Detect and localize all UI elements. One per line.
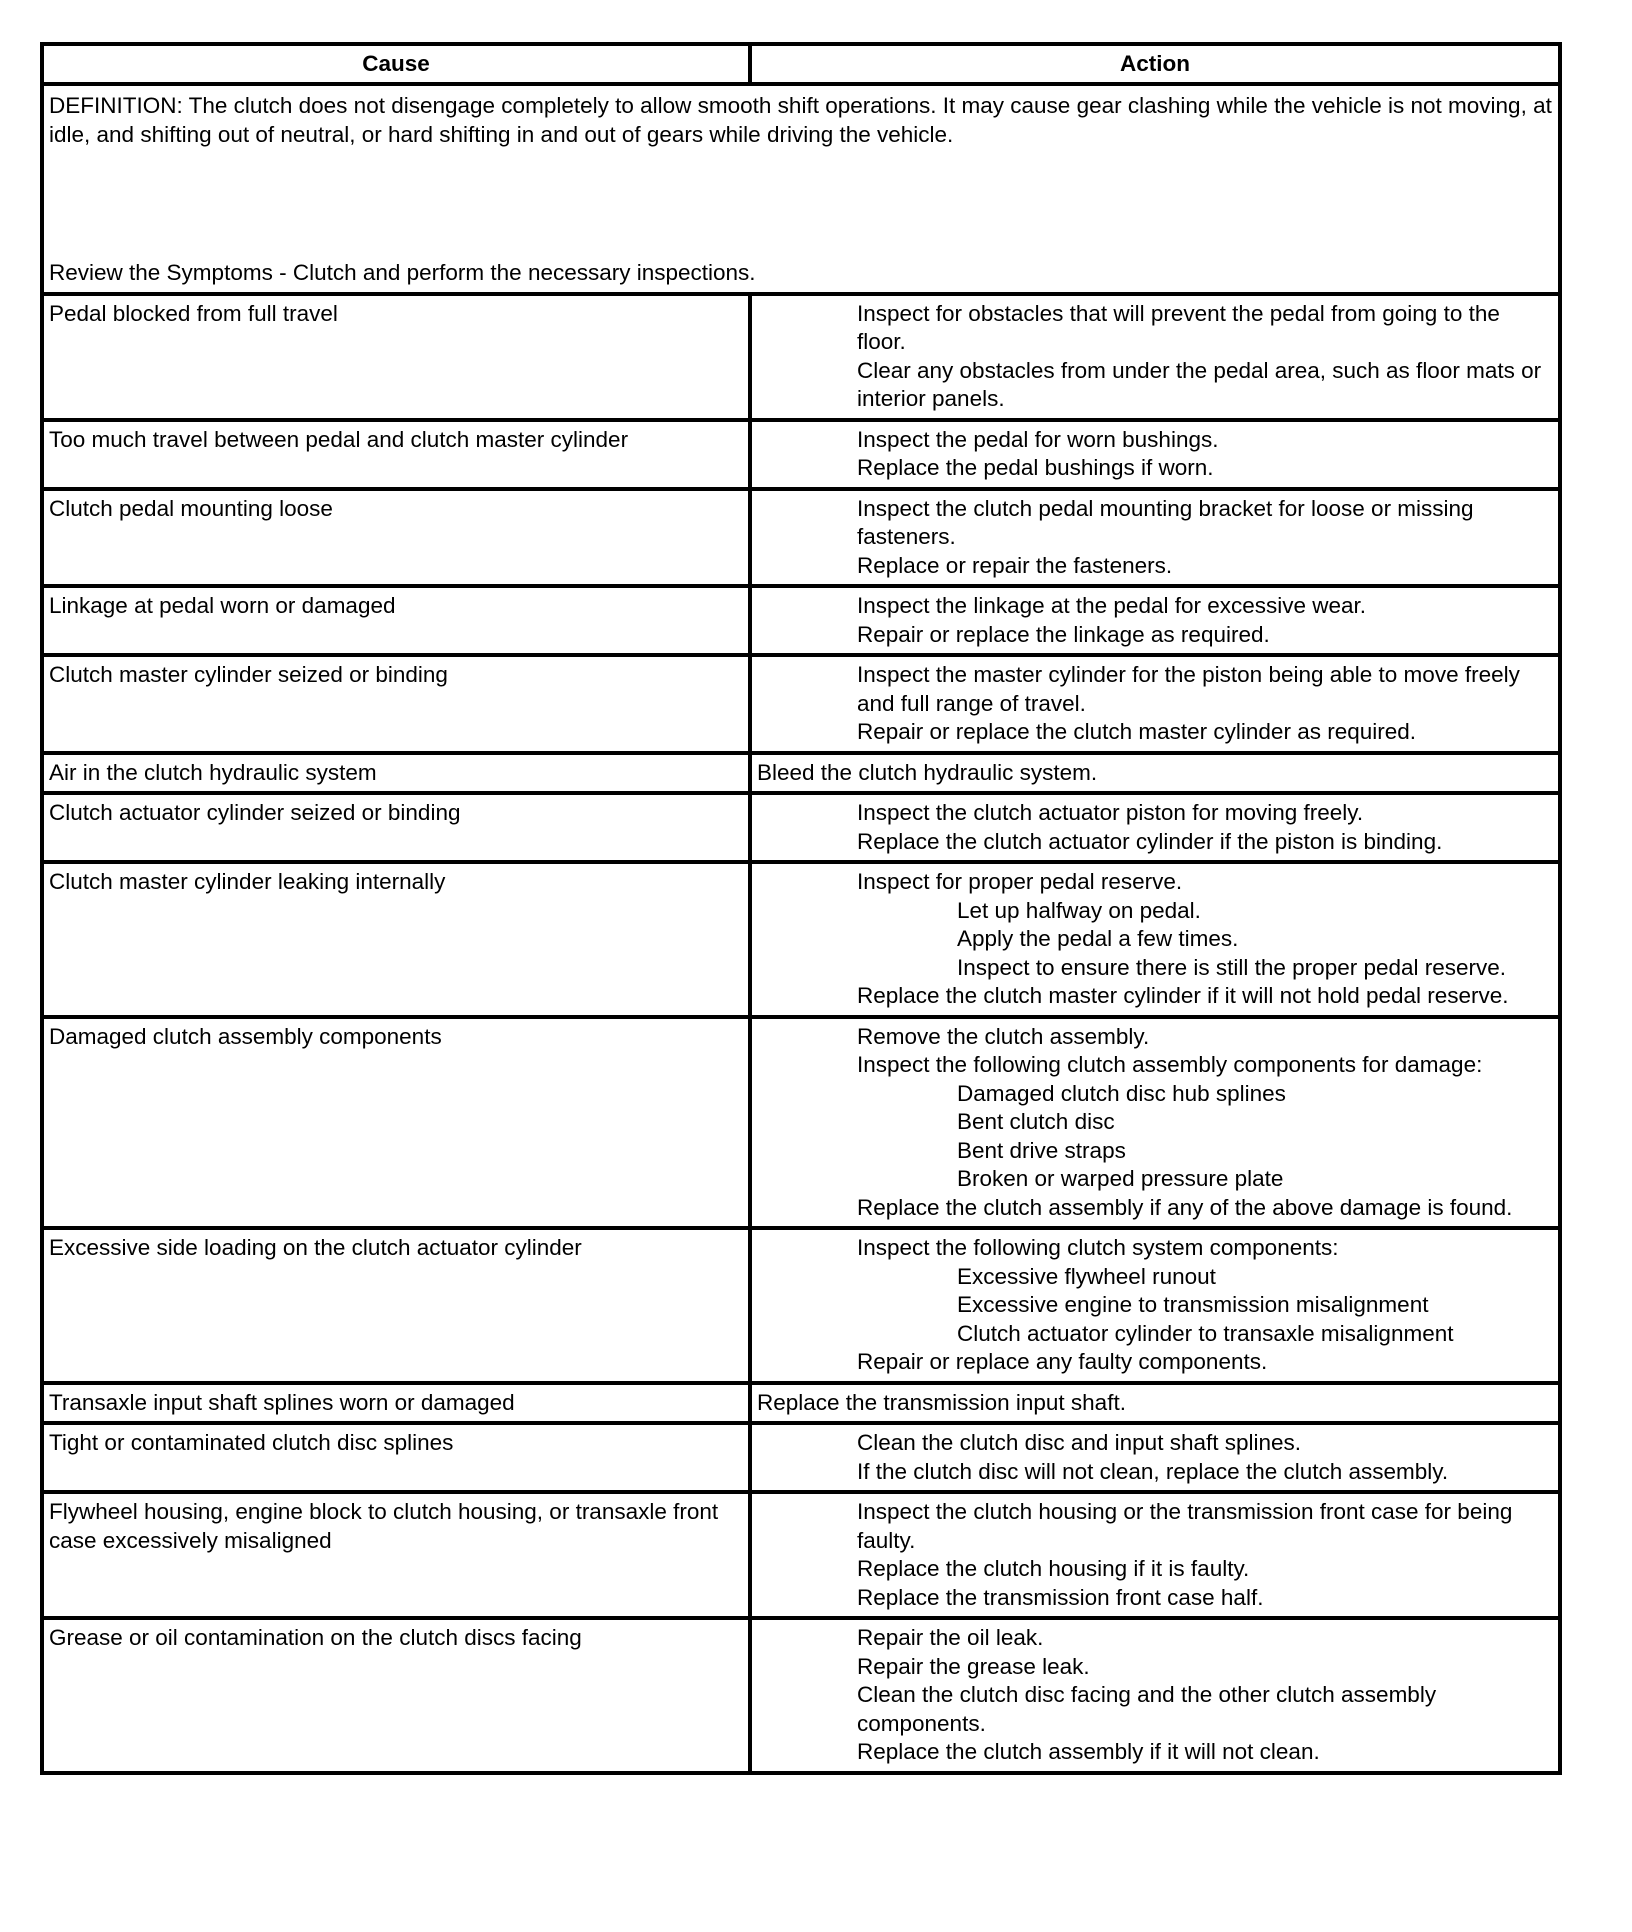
table-row [42, 793, 1560, 862]
cause-cell: Clutch master cylinder seized or binding [42, 655, 750, 753]
action-cell [750, 793, 1560, 862]
action-subitem: Damaged clutch disc hub splines [957, 1080, 1286, 1106]
table-row [42, 489, 1560, 587]
cause-header: Cause [42, 44, 750, 84]
table-row [42, 1017, 1560, 1229]
cause-cell: Grease or oil contamination on the clutch discs facing [42, 1618, 750, 1773]
action-step: Inspect the following clutch assembly components for damage: [857, 1052, 1483, 1077]
cause-cell: Clutch master cylinder leaking internally [42, 862, 750, 1017]
table-body [42, 84, 1560, 1773]
cause-cell: Clutch pedal mounting loose [42, 489, 750, 587]
action-step: Clear any obstacles from under the pedal area, such as floor mats or interior panels. [857, 357, 1542, 411]
cause-cell: Excessive side loading on the clutch actuator cylinder [42, 1228, 750, 1383]
definition-row [42, 84, 1560, 294]
action-step: Repair the oil leak. [857, 1625, 1044, 1650]
action-cell [750, 294, 1560, 420]
action-step: Remove the clutch assembly. [857, 1023, 1150, 1049]
table-row [42, 753, 1560, 794]
action-step: Replace the clutch assembly if it will not clean. [857, 1739, 1320, 1764]
action-step: If the clutch disc will not clean, replace the clutch assembly. [857, 1458, 1449, 1484]
action-step: Inspect the clutch actuator piston for moving freely. [857, 800, 1364, 825]
action-step: Replace the clutch actuator cylinder if the piston is binding. [857, 828, 1443, 854]
action-step: Replace or repair the fasteners. [857, 552, 1173, 578]
action-subitem: Let up halfway on pedal. [957, 897, 1201, 923]
action-cell [750, 862, 1560, 1017]
action-subitem: Broken or warped pressure plate [957, 1166, 1284, 1191]
cause-cell: Too much travel between pedal and clutch master cylinder [42, 420, 750, 489]
action-step: Repair or replace the linkage as required. [857, 621, 1270, 647]
action-step: Inspect the master cylinder for the piston being able to move freely and full range of travel. [857, 662, 1520, 716]
cause-cell: Pedal blocked from full travel [42, 294, 750, 420]
table-row [42, 1423, 1560, 1492]
action-step: Replace the transmission input shaft. [757, 1389, 1126, 1415]
cause-cell: Linkage at pedal worn or damaged [42, 586, 750, 655]
table-row [42, 586, 1560, 655]
action-cell [750, 420, 1560, 489]
action-step: Repair the grease leak. [857, 1653, 1090, 1679]
action-subitem: Bent drive straps [957, 1137, 1126, 1163]
cause-cell: Air in the clutch hydraulic system [42, 753, 750, 794]
action-cell [750, 489, 1560, 587]
action-step: Replace the pedal bushings if worn. [857, 455, 1214, 480]
table-row [42, 294, 1560, 420]
cause-cell: Transaxle input shaft splines worn or damaged [42, 1383, 750, 1424]
action-cell [750, 655, 1560, 753]
action-step: Replace the clutch master cylinder if it will not hold pedal reserve. [857, 983, 1509, 1008]
action-step: Repair or replace the clutch master cylinder as required. [857, 719, 1417, 744]
action-step: Replace the clutch assembly if any of the above damage is found. [857, 1194, 1513, 1220]
action-cell [750, 1618, 1560, 1773]
table-row [42, 862, 1560, 1017]
action-subitem: Excessive engine to transmission misalignment [957, 1292, 1429, 1317]
cause-cell: Clutch actuator cylinder seized or binding [42, 793, 750, 862]
action-step: Replace the transmission front case half. [857, 1584, 1264, 1610]
table-row [42, 1228, 1560, 1383]
action-subitem: Apply the pedal a few times. [957, 926, 1239, 951]
definition-text: DEFINITION: The clutch does not disengage completely to allow smooth shift operations. It may cause gear clashing while the vehicle is not moving, at idle, and shifting out of neutral, or hard shifting in and out of gears while driving the vehicle. [49, 93, 1552, 147]
table-row [42, 655, 1560, 753]
action-step: Inspect for proper pedal reserve. [857, 869, 1183, 894]
action-step: Inspect the linkage at the pedal for excessive wear. [857, 593, 1367, 618]
diagnostic-table [40, 42, 1562, 1775]
action-step: Clean the clutch disc facing and the other clutch assembly components. [857, 1682, 1437, 1736]
action-cell [750, 1228, 1560, 1383]
action-subitem: Bent clutch disc [957, 1109, 1115, 1134]
action-step: Repair or replace any faulty components. [857, 1349, 1268, 1374]
table-row [42, 1618, 1560, 1773]
table-row [42, 1383, 1560, 1424]
table-row [42, 420, 1560, 489]
action-step: Bleed the clutch hydraulic system. [757, 759, 1098, 785]
definition-cell [42, 84, 1560, 294]
header-row [42, 44, 1560, 84]
action-subitem: Inspect to ensure there is still the proper pedal reserve. [957, 954, 1507, 980]
cause-cell: Flywheel housing, engine block to clutch housing, or transaxle front case excessively misaligned [42, 1492, 750, 1618]
action-header: Action [750, 44, 1560, 84]
cause-cell: Tight or contaminated clutch disc splines [42, 1423, 750, 1492]
action-cell [750, 1492, 1560, 1618]
action-step: Inspect the clutch housing or the transmission front case for being faulty. [857, 1499, 1513, 1553]
review-text: Review the Symptoms - Clutch and perform the necessary inspections. [49, 260, 756, 285]
action-step: Inspect for obstacles that will prevent the pedal from going to the floor. [857, 300, 1500, 354]
action-step: Inspect the clutch pedal mounting bracket for loose or missing fasteners. [857, 495, 1474, 549]
action-cell [750, 1017, 1560, 1229]
action-cell [750, 586, 1560, 655]
action-subitem: Clutch actuator cylinder to transaxle misalignment [957, 1320, 1454, 1346]
action-cell [750, 1383, 1560, 1424]
action-step: Inspect the pedal for worn bushings. [857, 426, 1219, 452]
action-step: Replace the clutch housing if it is faulty. [857, 1556, 1250, 1581]
cause-cell: Damaged clutch assembly components [42, 1017, 750, 1229]
action-step: Inspect the following clutch system components: [857, 1235, 1339, 1260]
action-cell [750, 753, 1560, 794]
action-cell [750, 1423, 1560, 1492]
table-row [42, 1492, 1560, 1618]
action-subitem: Excessive flywheel runout [957, 1263, 1216, 1289]
action-step: Clean the clutch disc and input shaft splines. [857, 1430, 1302, 1455]
